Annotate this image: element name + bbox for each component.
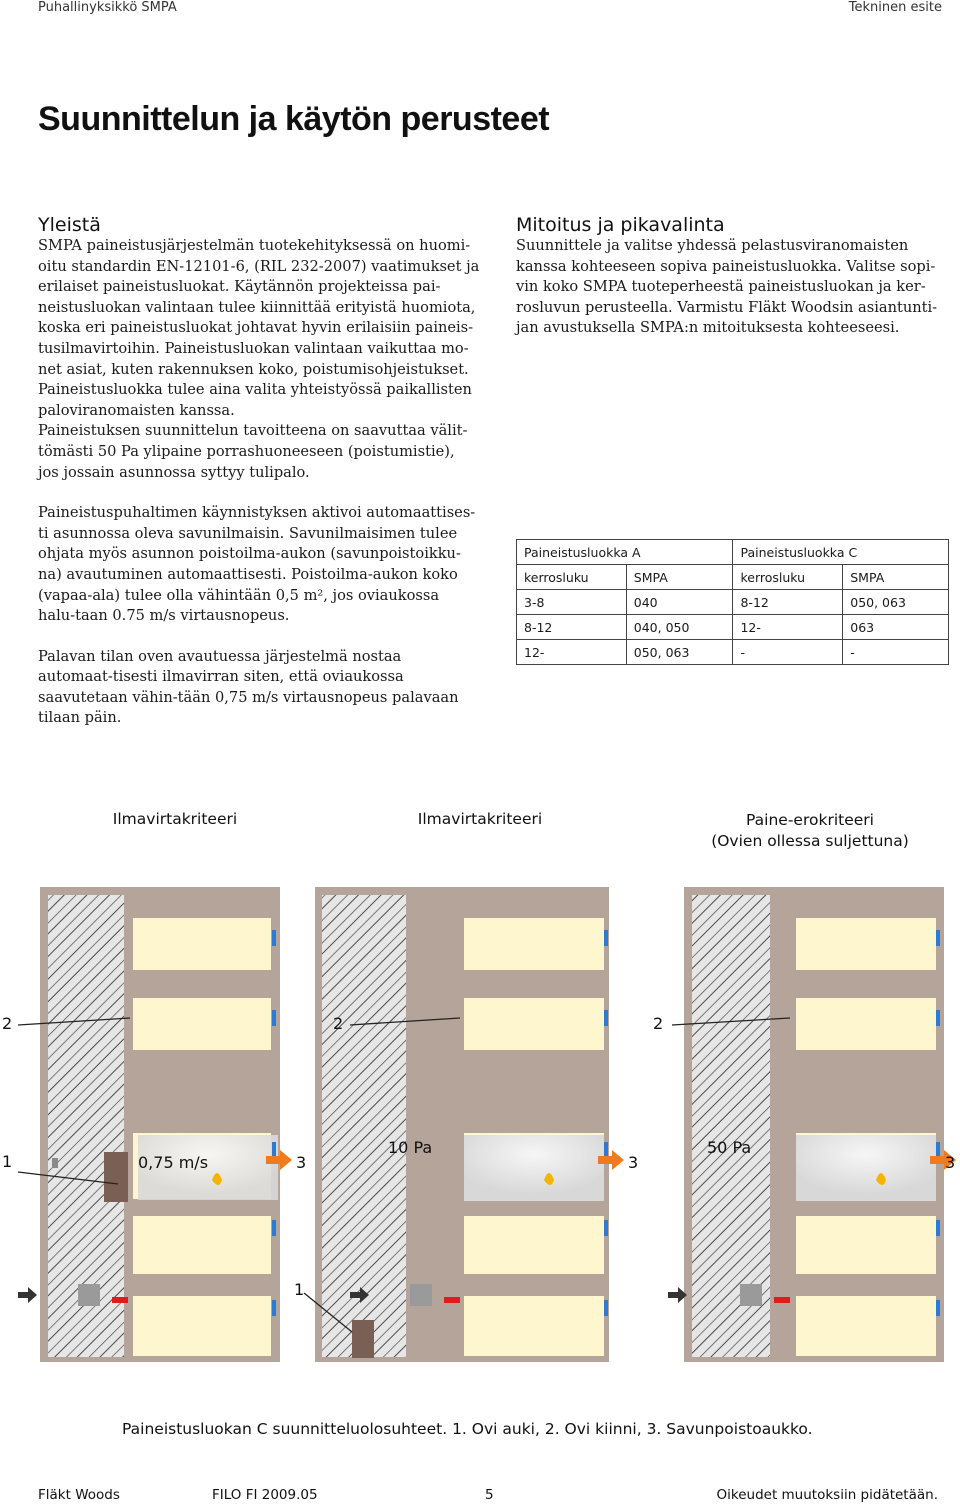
footer-company: Fläkt Woods xyxy=(38,1487,120,1503)
label-exhaust-2: 3 xyxy=(628,1153,639,1172)
table-cell: - xyxy=(733,640,843,665)
label-door-closed-3: 2 xyxy=(653,1014,664,1033)
table-cell: 3-8 xyxy=(517,590,627,615)
col-floors-a: kerrosluku xyxy=(517,565,627,590)
table-subheader-row xyxy=(517,565,949,590)
class-c-header: Paineistusluokka C xyxy=(733,540,949,565)
diagram-caption-2: Ilmavirtakriteeri xyxy=(417,810,543,828)
table-row xyxy=(517,590,949,615)
table-header-row xyxy=(517,540,949,565)
sizing-text: Suunnittele ja valitse yhdessä pelastusviranomaisten kanssa kohteeseen sopiva paineistusluokka. Valitse sopi-vin koko SMPA tuoteperheestä paineistusluokan ja ker-rosluvun perusteella. Varmistu Fläkt Woodsin asiantunti-jan avustuksella SMPA:n mitoituksesta kohteeseesi. xyxy=(516,237,938,337)
table-cell: 040 xyxy=(626,590,733,615)
diagram-caption-3-line2: (Ovien ollessa suljettuna) xyxy=(711,832,909,850)
general-paragraph-2: Paineistuspuhaltimen käynnistyksen aktivoi automaattises-ti asunnossa oleva savunilmaisin. Savunilmaisimen tulee ohjata myös asunnon poistoilma-aukon (savunpoistoikku-na) avautuminen automaattisesti. Poistoilma-aukon koko (vapaa-ala) tulee olla vähintään 0,5 m², jos oviaukossa halu-taan 0.75 m/s virtausnopeus. xyxy=(38,504,476,625)
label-door-open-2: 1 xyxy=(294,1280,305,1299)
diagram-caption-3-line1: Paine-erokriteeri xyxy=(746,811,874,829)
pressure-value-10pa: 10 Pa xyxy=(388,1138,433,1157)
header-doc-type: Tekninen esite xyxy=(848,0,942,15)
pressurization-class-table xyxy=(516,539,949,665)
general-text xyxy=(38,236,480,729)
airflow-velocity-value: 0,75 m/s xyxy=(138,1153,209,1172)
table-row xyxy=(517,615,949,640)
sizing-heading: Mitoitus ja pikavalinta xyxy=(516,214,725,236)
footer-page-number: 5 xyxy=(485,1487,494,1503)
label-exhaust-3: 3 xyxy=(945,1153,956,1172)
footer-rights: Oikeudet muutoksiin pidätetään. xyxy=(716,1487,938,1503)
general-paragraph-3: Palavan tilan oven avautuessa järjestelmä nostaa automaat-tisesti ilmavirran siten, että oviaukossa saavutetaan vähin-tään 0,75 m/s virtausnopeus palavaan tilaan päin. xyxy=(38,647,459,727)
col-smpa-a: SMPA xyxy=(626,565,733,590)
pressure-value-50pa: 50 Pa xyxy=(707,1138,752,1157)
table-cell: 8-12 xyxy=(733,590,843,615)
pressurization-diagram xyxy=(0,880,960,1380)
diagram-caption-3 xyxy=(680,810,940,852)
diagram-caption-1: Ilmavirtakriteeri xyxy=(112,810,238,828)
table-cell: 8-12 xyxy=(517,615,627,640)
header-product: Puhallinyksikkö SMPA xyxy=(38,0,177,15)
diagram-caption-bottom: Paineistusluokan C suunnitteluolosuhteet. 1. Ovi auki, 2. Ovi kiinni, 3. Savunpoistoaukko. xyxy=(122,1420,813,1438)
table-cell: 12- xyxy=(517,640,627,665)
page-title: Suunnittelun ja käytön perusteet xyxy=(38,100,550,138)
building-1 xyxy=(40,887,280,1362)
col-floors-c: kerrosluku xyxy=(733,565,843,590)
label-exhaust-1: 3 xyxy=(296,1153,307,1172)
footer-code: FILO FI 2009.05 xyxy=(212,1487,318,1503)
general-heading: Yleistä xyxy=(38,214,101,236)
table-row xyxy=(517,640,949,665)
col-smpa-c: SMPA xyxy=(843,565,949,590)
building-2 xyxy=(315,887,609,1362)
general-paragraph-1a: SMPA paineistusjärjestelmän tuotekehityksessä on huomi-oitu standardin EN-12101-6, (RIL 232-2007) vaatimukset ja erilaiset paineistusluokat. Käytännön projekteissa pai-neistusluokan valintaan tulee kiinnittää erityistä huomiota, koska eri paineistusluokat johtavat hyvin erilaisiin paineis-tusilmavirtoihin. Paineistusluokan valintaan vaikuttaa mo-net asiat, kuten rakennuksen koko, poistumisohjeistukset. Paineistusluokka tulee aina valita yhteistyössä paikallisten paloviranomaisten kanssa. xyxy=(38,237,480,419)
label-door-open-1: 1 xyxy=(2,1152,13,1171)
table-cell: 040, 050 xyxy=(626,615,733,640)
building-3 xyxy=(684,887,944,1362)
label-door-closed-1: 2 xyxy=(2,1014,13,1033)
table-cell: 050, 063 xyxy=(626,640,733,665)
class-a-header: Paineistusluokka A xyxy=(517,540,733,565)
table-cell: 063 xyxy=(843,615,949,640)
general-paragraph-1b: Paineistuksen suunnittelun tavoitteena on saavuttaa välit-tömästi 50 Pa ylipaine porrashuoneeseen (poistumistie), jos jossain asunnossa syttyy tulipalo. xyxy=(38,422,468,481)
label-door-closed-2: 2 xyxy=(333,1014,344,1033)
table-cell: - xyxy=(843,640,949,665)
table-cell: 050, 063 xyxy=(843,590,949,615)
table-cell: 12- xyxy=(733,615,843,640)
